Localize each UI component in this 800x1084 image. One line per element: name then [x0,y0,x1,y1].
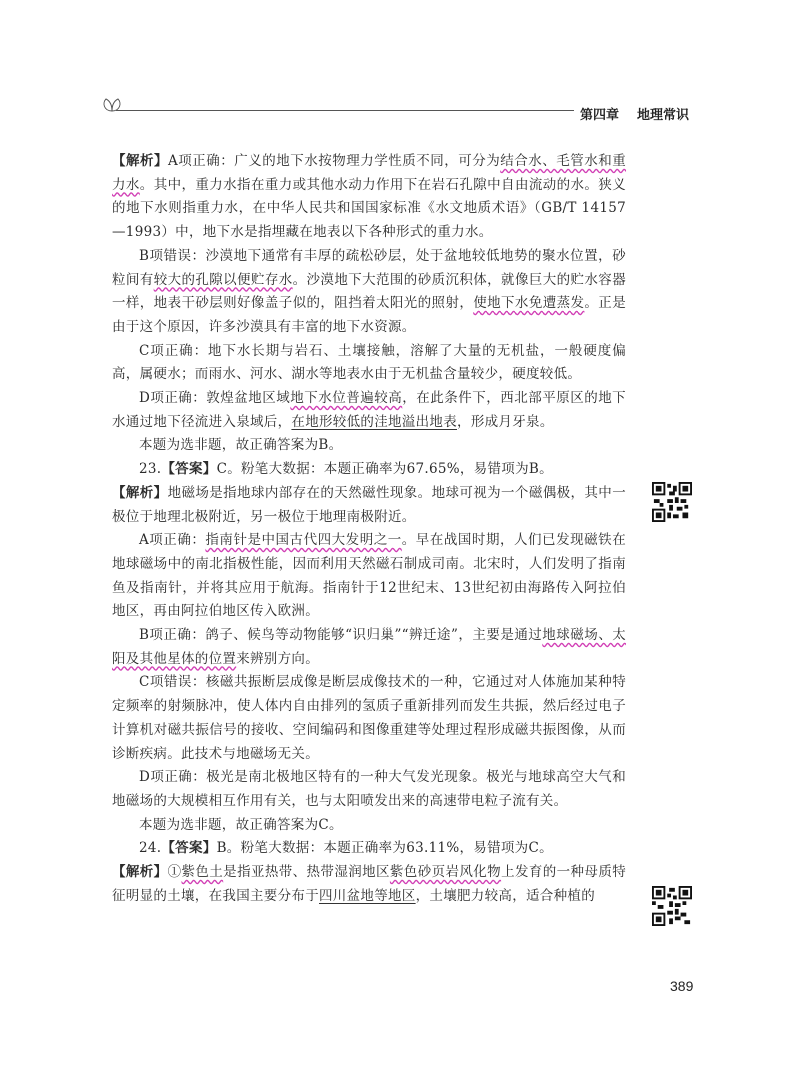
text-span: ① [167,864,182,881]
page-number: 389 [670,978,694,994]
body-text [112,150,626,909]
highlighted-text: 使地下水免遭蒸发 [473,295,585,312]
label-text: 【答案】 [161,461,217,478]
qr-code-icon[interactable] [652,886,692,926]
text-span: D项正确：极光是南北极地区特有的一种大气发光现象。极光与地球高空大气和地磁场的大规模相互作用有关，也与太阳喷发出来的高速带电粒子流有关。 [112,769,626,809]
text-span: C项正确：地下水长期与岩石、土壤接触，溶解了大量的无机盐，一般硬度偏高，属硬水；而雨水、河水、湖水等地表水由于无机盐含量较少，硬度较低。 [112,342,626,383]
paragraph [112,861,626,908]
highlighted-text: 四川盆地等地区 [319,887,416,904]
text-span: 24. [139,840,162,857]
text-span: B项正确：鸽子、候鸟等动物能够“识归巢”“辨迁途”，主要是通过 [139,627,543,644]
text-span: B。粉笔大数据：本题正确率为63.11%，易错项为C。 [216,840,553,857]
highlighted-text: 指南针是中国古代四大发明之一 [205,532,402,549]
highlighted-text: 在地形较低的洼地溢出地表 [291,413,458,430]
text-span: 本题为选非题，故正确答案为B。 [139,437,343,454]
highlighted-text: 较大的孔隙以便贮存水 [153,271,293,288]
paragraph [112,766,626,813]
running-header [580,104,689,123]
text-span: 本题为选非题，故正确答案为C。 [139,816,343,833]
highlighted-text: 地球磁场、太阳及其他星体的位置 [112,627,626,667]
highlighted-text: 地下水位普遍较高 [290,390,403,407]
text-span: 。沙漠地下大范围的砂质沉积体，就像巨大的贮水容器一样，地表干砂层则好像盖子似的，阻挡着太阳光的照射， [112,271,627,312]
label-text: 【解析】 [112,484,168,501]
paragraph [112,340,626,387]
paragraph [112,458,626,482]
label-text: 【解析】 [112,864,168,881]
text-span: 23. [139,461,162,478]
text-span: 。早在战国时期，人们已发现磁铁在地球磁场中的南北指极性能，因而利用天然磁石制成司南。北宋时，人们发明了指南鱼及指南针，并将其应用于航海。指南针于12世纪末、13世纪初由海路传入阿拉伯地区，再由阿拉伯地区传入欧洲。 [112,532,626,620]
text-span: A项正确：广义的地下水按物理力学性质不同，可分为 [168,153,501,169]
text-span: 。其中，重力水指在重力或其他水动力作用下在岩石孔隙中自由流动的水。狭义的地下水则指重力水，在中华人民共和国国家标准《水文地质术语》（GB/T 14157—1993）中，地下水是指埋藏在地表以下各种形式的重力水。 [112,176,626,241]
header-rule [116,110,574,111]
paragraph [112,814,626,838]
text-span: C项错误：核磁共振断层成像是断层成像技术的一种，它通过对人体施加某种特定频率的射频脉冲，使人体内自由排列的氢质子重新排列而发生共振，然后经过电子计算机对磁共振信号的接收、空间编码和图像重建等处理过程形成磁共振图像，从而诊断疾病。此技术与地磁场无关。 [112,674,626,762]
paragraph [112,434,626,458]
text-span: 地磁场是指地球内部存在的天然磁性现象。地球可视为一个磁偶极，其中一极位于地理北极附近，另一极位于地理南极附近。 [112,484,626,525]
paragraph [112,624,626,671]
text-span: ，形成月牙泉。 [457,413,554,430]
paragraph [112,529,626,624]
highlighted-text: 紫色土 [181,864,224,881]
text-span: ，在此条件下，西北部平原区的地下水通过地下径流进入泉域后， [112,390,626,430]
paragraph [112,245,626,340]
text-span: B项错误：沙漠地下通常有丰厚的疏松砂层，处于盆地较低地势的聚水位置，砂粒间有 [112,247,626,288]
chapter-label: 第四章 [580,108,620,123]
paragraph [112,837,626,861]
label-text: 【答案】 [161,840,217,857]
label-text: 【解析】 [112,153,168,169]
text-span: 上发育的一种母质特征明显的土壤，在我国主要分布于 [112,864,627,904]
text-span: A项正确： [139,532,206,549]
text-span: 。正是由于这个原因，许多沙漠具有丰富的地下水资源。 [112,295,626,335]
text-span: C。粉笔大数据：本题正确率为67.65%，易错项为B。 [216,461,553,478]
qr-code-icon[interactable] [652,482,692,522]
paragraph [112,482,626,529]
highlighted-text: 结合水、毛管水和重力水 [112,153,627,193]
chapter-title: 地理常识 [637,108,690,123]
paragraph [112,671,626,766]
paragraph [112,150,626,245]
text-span: D项正确：敦煌盆地区域 [139,390,291,407]
text-span: 来辨别方向。 [236,650,320,667]
highlighted-text: 紫色砂页岩风化物 [389,864,502,881]
text-span: 是指亚热带、热带湿润地区 [223,864,390,881]
text-span: ，土壤肥力较高，适合种植的 [415,887,596,904]
paragraph [112,387,626,434]
